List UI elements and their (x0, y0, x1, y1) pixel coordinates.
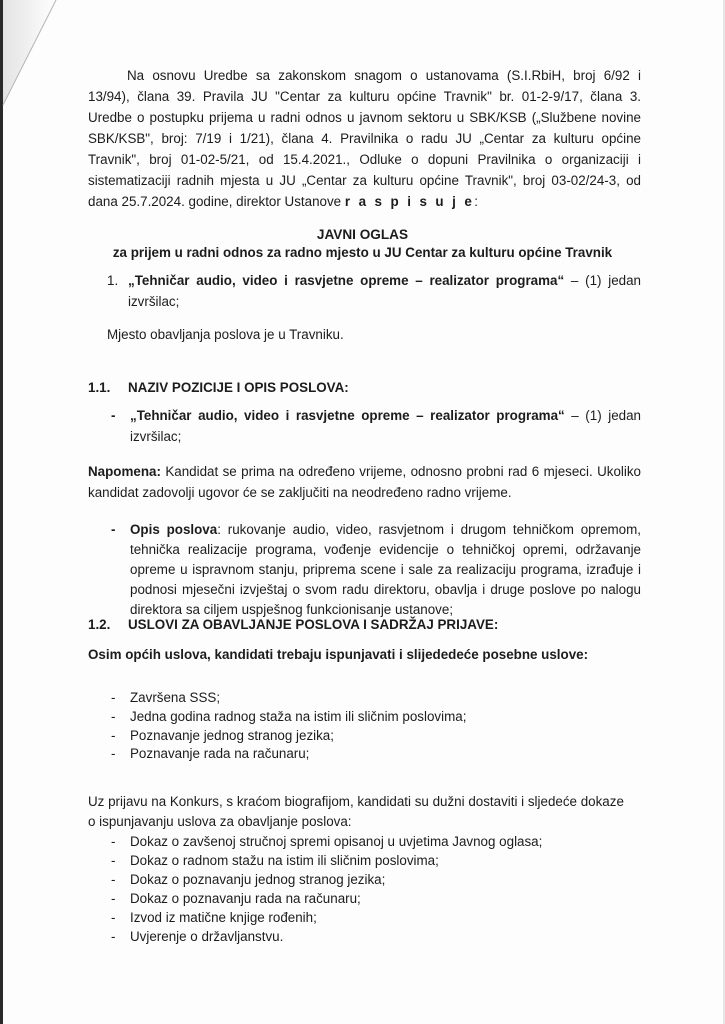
bullet: - (111, 728, 116, 743)
document-item: Dokaz o poznavanju jednog stranog jezika; (130, 872, 386, 887)
bullet: - (111, 834, 116, 849)
bullet: - (111, 929, 116, 944)
document-item: Izvod iz matične knjige rođenih; (130, 910, 317, 925)
bullet: - (111, 853, 116, 868)
note-label: Napomena: (88, 464, 161, 479)
document-item: Dokaz o radnom stažu na istim ili sličnim poslovima; (130, 853, 439, 868)
document-title: JAVNI OGLAS (316, 227, 409, 242)
raspisuje-emphasis: r a s p i s u j e (344, 194, 475, 209)
position-count: – (1) jedan (564, 408, 641, 423)
note-line1 (88, 464, 641, 480)
position-item (128, 273, 641, 289)
section-1-1-item-line2: izvršilac; (130, 429, 182, 444)
documents-intro-line2: o ispunjavanju uslova za obavljanje poslova: (88, 814, 352, 829)
job-description-line: podnosi mjesečni izvještaj o svom radu direktoru, obavlja i druge poslove po nalogu (130, 582, 641, 597)
document-item: Dokaz o poznavanju rada na računaru; (130, 891, 361, 906)
section-1-2-heading: USLOVI ZA OBAVLJANJE POSLOVA I SADRŽAJ PRIJAVE: (128, 617, 499, 632)
job-description-text: : rukovanje audio, video, rasvjetnom i drugom tehničkom opremom, (217, 522, 641, 537)
documents-intro-line1: Uz prijavu na Konkurs, s kraćom biografijom, kandidati su dužni dostaviti i sljedeće dokaze (88, 794, 624, 809)
position-name: „Tehničar audio, video i rasvjetne opreme – realizator programa“ (128, 273, 565, 288)
document-item: Dokaz o zavšenoj stručnoj spremi opisanoj u uvjetima Javnog oglasa; (130, 834, 543, 849)
position-item-line2: izvršilac; (128, 294, 180, 309)
intro-line: Uredbe o postupku prijema u radni odnos u javnom sektoru u SBK/KSB („Službene novine (88, 110, 641, 125)
section-1-1-heading: NAZIV POZICIJE I OPIS POSLOVA: (128, 380, 349, 395)
section-1-1-item (130, 408, 641, 424)
intro-last-line (88, 194, 478, 210)
intro-line: SBK/KSB", broj: 7/19 i 1/21), člana 4. Pravilnika o radu JU „Centar za kulturu općine (88, 131, 641, 146)
work-location: Mjesto obavljanja poslova je u Travniku. (107, 327, 344, 342)
document-subtitle: za prijem u radni odnos za radno mjesto u JU Centar za kulturu općine Travnik (112, 245, 613, 260)
section-1-2-number: 1.2. (88, 617, 111, 632)
bullet: - (111, 690, 116, 705)
page-fold-mark (0, 0, 60, 110)
position-item-number: 1. (107, 273, 119, 288)
requirement-item: Završena SSS; (130, 690, 221, 705)
job-description-label: Opis poslova (130, 522, 218, 537)
intro-line: 13/94), člana 39. Pravila JU "Centar za kulturu općine Travnik" br. 01-2-9/17, člana 3. (88, 89, 641, 104)
bullet: - (111, 872, 116, 887)
requirements-intro: Osim općih uslova, kandidati trebaju ispunjavati i slijededeće posebne uslove: (88, 647, 589, 662)
requirement-item: Jedna godina radnog staža na istim ili sličnim poslovima; (130, 709, 467, 724)
job-description-line: opreme u ispravnom stanju, priprema scene i sale za realizaciju programa, izrađuje i (130, 562, 641, 577)
position-name: „Tehničar audio, video i rasvjetne opreme – realizator programa“ (130, 408, 565, 423)
document-item: Uvjerenje o državljanstvu. (130, 929, 284, 944)
note-text: Kandidat se prima na određeno vrijeme, odnosno probni rad 6 mjeseci. Ukoliko (160, 464, 641, 479)
scan-edge-left (0, 0, 3, 1024)
requirement-item: Poznavanje jednog stranog jezika; (130, 728, 334, 743)
intro-last-prefix: dana 25.7.2024. godine, direktor Ustanove (88, 194, 345, 209)
note-line2: kandidat zadovolji ugovor će se zaključiti na neodređeno radno vrijeme. (88, 485, 512, 500)
position-count: – (1) jedan (564, 273, 641, 288)
intro-line: sistematizaciji radnih mjesta u JU „Centar za kulturu općine Travnik", broj 03-02/24-3, od (88, 173, 641, 188)
bullet: - (111, 408, 116, 423)
job-description-line (130, 522, 641, 538)
job-description-line: direktora sa ciljem uspješnog funkcionisanje ustanove; (130, 602, 454, 617)
bullet: - (111, 746, 116, 761)
bullet: - (111, 709, 116, 724)
bullet: - (111, 910, 116, 925)
bullet: - (111, 522, 116, 537)
requirement-item: Poznavanje rada na računaru; (130, 746, 310, 761)
intro-line: Na osnovu Uredbe sa zakonskom snagom o ustanovama (S.I.RbiH, broj 6/92 i (127, 68, 641, 83)
intro-line: Travnik", broj 01-02-5/21, od 15.4.2021., Odluke o dopuni Pravilnika o organizaciji i (88, 152, 641, 167)
bullet: - (111, 891, 116, 906)
intro-last-suffix: : (474, 194, 478, 209)
section-1-1-number: 1.1. (88, 380, 111, 395)
job-description-line: tehnička realizacije programa, vođenje evidencije o tehničkoj opremi, održavanje (130, 542, 641, 557)
